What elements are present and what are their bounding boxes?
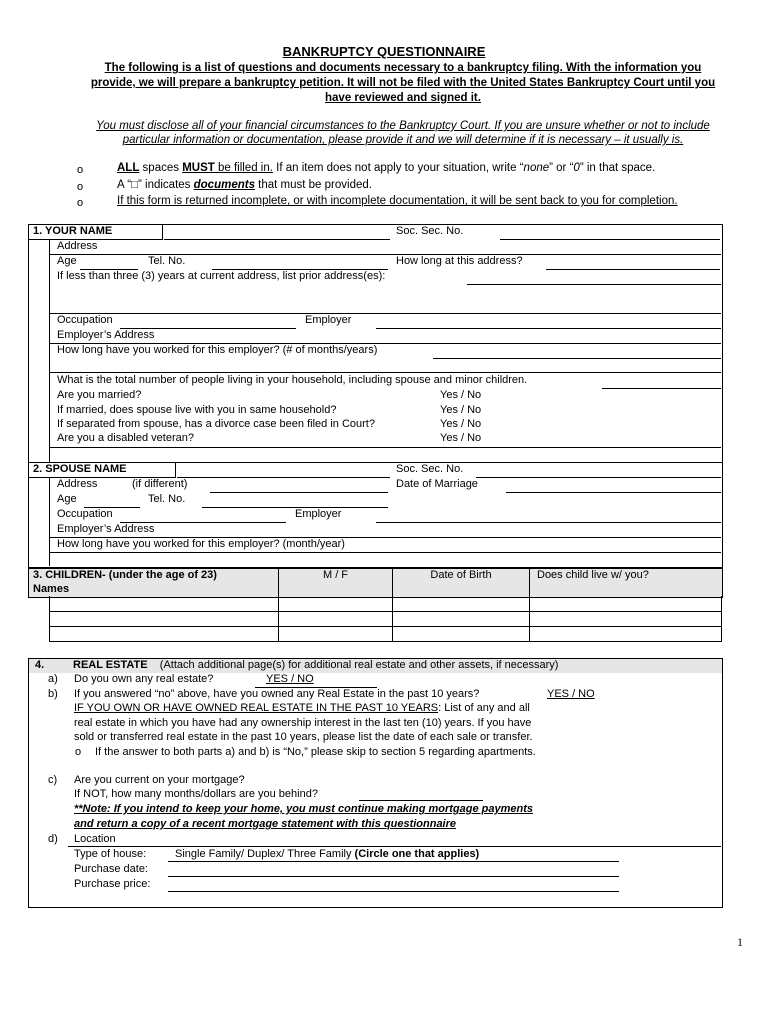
prior-address-label: If less than three (3) years at current address, list prior address(es):: [57, 270, 386, 282]
spouse-address-field[interactable]: [210, 492, 388, 493]
b-yes-no[interactable]: YES / NO: [547, 688, 595, 700]
page-number: 1: [737, 935, 743, 949]
spouse-how-long-field[interactable]: [50, 552, 721, 553]
bullet-1-none: none: [523, 162, 550, 174]
col-mf: M / F: [322, 569, 349, 581]
employer-address-label: Employer’s Address: [57, 329, 155, 341]
married-yes-no[interactable]: Yes / No: [440, 389, 482, 401]
c-label: c): [48, 774, 58, 786]
bullet-3: If this form is returned incomplete, or with incomplete documentation, it will be sent back to you for completion.: [117, 195, 678, 207]
divorce-label: If separated from spouse, has a divorce case been filed in Court?: [57, 418, 375, 430]
b-line-2-rest: : List of any and all: [438, 702, 530, 714]
date-marriage-label: Date of Marriage: [396, 478, 478, 490]
page-title: BANKRUPTCY QUESTIONNAIRE: [282, 44, 486, 59]
spouse-name-line[interactable]: [177, 477, 390, 478]
age-label: Age: [57, 255, 77, 267]
spouse-age-label: Age: [57, 493, 77, 505]
intro-line-3: have reviewed and signed it.: [325, 92, 481, 104]
bullet-1-all: ALL: [117, 162, 140, 174]
d-purchase-date-label: Purchase date:: [74, 863, 148, 875]
b-line-2-underlined: IF YOU OWN OR HAVE OWNED REAL ESTATE IN THE PAST 10 YEARS: [74, 702, 439, 714]
note-line-1: **Note: If you intend to keep your home, you must continue making mortgage payments: [74, 803, 534, 815]
section-2-heading: 2. SPOUSE NAME: [33, 463, 127, 475]
bullet-2-rest: that must be provided.: [254, 179, 372, 191]
b-bullet-marker: o: [75, 746, 82, 758]
d-label: d): [48, 833, 58, 845]
a-label: a): [48, 673, 58, 685]
ssn-field[interactable]: [500, 239, 720, 240]
d-type-options[interactable]: Single Family/ Duplex/ Three Family: [175, 848, 352, 860]
address-label: Address: [57, 240, 98, 252]
household-field[interactable]: [602, 388, 721, 389]
how-long-employer-field[interactable]: [433, 358, 721, 359]
how-long-employer-label: How long have you worked for this employer? (# of months/years): [57, 344, 378, 356]
children-names-label: Names: [33, 583, 70, 595]
married-label: Are you married?: [57, 389, 142, 401]
prior-address-field-2[interactable]: [50, 313, 721, 314]
d-purchase-price-label: Purchase price:: [74, 878, 151, 890]
b-text: If you answered “no” above, have you owned any Real Estate in the past 10 years?: [74, 688, 480, 700]
c-text: Are you current on your mortgage?: [74, 774, 245, 786]
spouse-employer-address-label: Employer’s Address: [57, 523, 155, 535]
a-yes-no[interactable]: YES / NO: [266, 673, 314, 685]
bullet-2-documents: documents: [193, 179, 255, 191]
spouse-employer-label: Employer: [295, 508, 342, 520]
ssn-label: Soc. Sec. No.: [396, 225, 464, 237]
children-row-1[interactable]: [49, 611, 721, 612]
how-long-address-field[interactable]: [546, 269, 720, 270]
d-location-label: Location: [74, 833, 116, 845]
intro-line-2: provide, we will prepare a bankruptcy petition. It will not be filed with the United States Bankruptcy Court until you: [90, 77, 716, 89]
col-dob: Date of Birth: [430, 569, 492, 581]
bullet-marker: o: [77, 164, 84, 176]
b-line-3: real estate in which you have had any ownership interest in the last ten (10) years. If you have: [74, 717, 532, 729]
prior-address-field-1[interactable]: [467, 284, 721, 285]
spouse-if-different: (if different): [132, 478, 188, 490]
occupation-label: Occupation: [57, 314, 113, 326]
spouse-live-yes-no[interactable]: Yes / No: [440, 404, 482, 416]
divorce-yes-no[interactable]: Yes / No: [440, 418, 482, 430]
d-type-row[interactable]: [175, 848, 479, 860]
spouse-ssn-field[interactable]: [476, 477, 721, 478]
section-4-heading-row: [73, 659, 558, 671]
bullet-1-filled: be filled in.: [214, 162, 273, 174]
tel-label: Tel. No.: [148, 255, 186, 267]
purchase-price-field[interactable]: [168, 891, 619, 892]
b-line-4: sold or transferred real estate in the past 10 years, please list the date of each sale or transfer.: [74, 731, 533, 743]
bullet-1-rest1: If an item does not apply to your situation, write “: [272, 162, 524, 174]
intro-line-1: The following is a list of questions and documents necessary to a bankruptcy filing. With the information you: [104, 62, 702, 74]
children-row-3[interactable]: [49, 641, 721, 642]
bullet-1-spaces: spaces: [139, 162, 183, 174]
c-line-2: If NOT, how many months/dollars are you behind?: [74, 788, 318, 800]
veteran-label: Are you a disabled veteran?: [57, 432, 194, 444]
spouse-ssn-label: Soc. Sec. No.: [396, 463, 464, 475]
how-long-address-label: How long at this address?: [396, 255, 523, 267]
spouse-tel-label: Tel. No.: [148, 493, 186, 505]
notice-line-1: You must disclose all of your financial circumstances to the Bankruptcy Court. If you are unsure whether or not to include: [96, 120, 710, 132]
bullet-2-a: A “□” indicates: [117, 179, 194, 191]
bullet-1-or: ” or “: [549, 162, 574, 174]
spouse-how-long-label: How long have you worked for this employer? (month/year): [57, 538, 345, 550]
bullet-2: [117, 179, 372, 191]
d-circle-note: (Circle one that applies): [354, 848, 480, 860]
veteran-yes-no[interactable]: Yes / No: [440, 432, 482, 444]
employer-field[interactable]: [376, 328, 721, 329]
b-label: b): [48, 688, 58, 700]
bullet-1-must: MUST: [182, 162, 215, 174]
employer-label: Employer: [305, 314, 352, 326]
note-line-2: and return a copy of a recent mortgage statement with this questionnaire: [74, 818, 457, 830]
bullet-marker: o: [77, 181, 84, 193]
spouse-occupation-label: Occupation: [57, 508, 113, 520]
bullet-1-rest2: ” in that space.: [579, 162, 656, 174]
bullet-marker: o: [77, 197, 84, 209]
col-live: Does child live w/ you?: [537, 569, 649, 581]
mortgage-behind-field[interactable]: [359, 800, 483, 801]
date-marriage-field[interactable]: [506, 492, 721, 493]
household-label: What is the total number of people living in your household, including spouse and minor children.: [57, 374, 528, 386]
section-4-heading: REAL ESTATE: [73, 659, 148, 671]
b-bullet-text: If the answer to both parts a) and b) is “No,” please skip to section 5 regarding apartments.: [95, 746, 536, 758]
purchase-date-field[interactable]: [168, 876, 619, 877]
spouse-live-label: If married, does spouse live with you in same household?: [57, 404, 337, 416]
section-4-note: (Attach additional page(s) for additional real estate and other assets, if necessary): [159, 659, 559, 671]
location-field[interactable]: [68, 846, 721, 847]
bullet-1-zero: 0: [573, 162, 580, 174]
spouse-employer-field[interactable]: [376, 522, 721, 523]
your-name-line[interactable]: [164, 239, 390, 240]
a-text: Do you own any real estate?: [74, 673, 214, 685]
children-row-2[interactable]: [49, 626, 721, 627]
section-4-number: 4.: [35, 659, 45, 671]
section-1-heading: 1. YOUR NAME: [33, 225, 113, 237]
children-heading: 3. CHILDREN- (under the age of 23): [33, 569, 217, 581]
bullet-1: [117, 162, 655, 174]
d-type-label: Type of house:: [74, 848, 147, 860]
notice-line-2: particular information or documentation, please provide it and we will determine if it is necessary – it usually is.: [122, 134, 684, 146]
spouse-address-label: Address: [57, 478, 98, 490]
b-line-2: [74, 702, 530, 714]
